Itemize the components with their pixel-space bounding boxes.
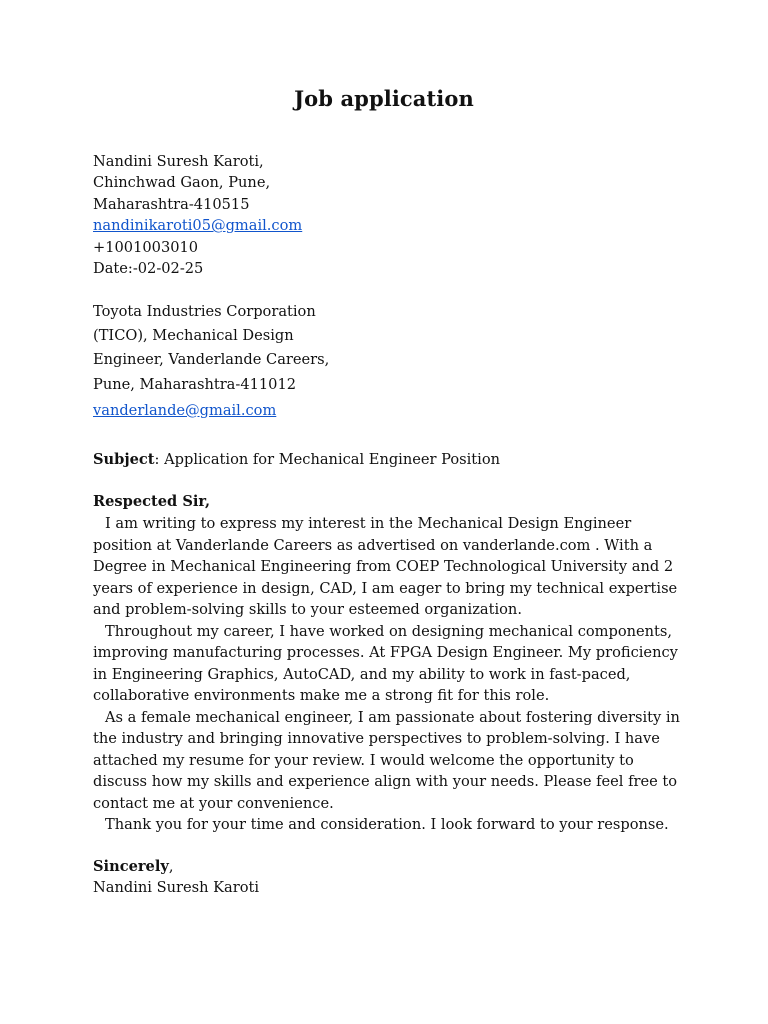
sender-address-block (93, 151, 693, 279)
recipient-address-block (93, 300, 693, 423)
letter-body (93, 513, 683, 836)
sender-email-link[interactable]: nandinikaroti05@gmail.com (93, 217, 303, 235)
recipient-line: (TICO), Mechanical Design (93, 327, 294, 345)
closing-punct: , (168, 858, 174, 875)
sender-name: Nandini Suresh Karoti, (93, 153, 264, 170)
page-title: Job application (294, 86, 474, 111)
body-paragraph: Throughout my career, I have worked on designing mechanical components, improving manufacturing processes. At FPGA Design Engineer. My proficiency in Engineering Graphics, AutoCAD, and my ability to work in fast-paced, collaborative environments make me a strong fit for this role. (93, 622, 678, 704)
subject-line (93, 449, 693, 470)
sender-address-line: Chinchwad Gaon, Pune, (93, 174, 271, 192)
closing-block (93, 856, 693, 899)
letter-date: Date:-02-02-25 (93, 260, 204, 278)
body-paragraph: As a female mechanical engineer, I am passionate about fostering diversity in the industry and bringing innovative perspectives to problem-solving. I have attached my resume for your review. I would welcome the opportunity to discuss how my skills and experience align with your needs. Please feel free to contact me at your convenience. (93, 708, 680, 812)
body-paragraph: I am writing to express my interest in the Mechanical Design Engineer position at Vanderlande Careers as advertised on vanderlande.com . With a Degree in Mechanical Engineering from COEP Technological University and 2 years of experience in design, CAD, I am eager to bring my technical expertise and problem-solving skills to your esteemed organization. (93, 515, 678, 618)
sender-phone: +1001003010 (93, 238, 199, 256)
sender-address-line: Maharashtra-410515 (93, 195, 250, 213)
body-paragraph: Thank you for your time and consideration. I look forward to your response. (105, 816, 669, 833)
recipient-email-link[interactable]: vanderlande@gmail.com (93, 401, 277, 419)
recipient-line: Pune, Maharashtra-411012 (93, 375, 297, 393)
salutation-text: Respected Sir, (93, 493, 211, 510)
salutation (93, 491, 693, 512)
recipient-line: Engineer, Vanderlande Careers, (93, 351, 330, 369)
subject-label: Subject (93, 451, 155, 468)
closing-label: Sincerely (93, 858, 169, 875)
signature-name: Nandini Suresh Karoti (93, 879, 260, 897)
recipient-line: Toyota Industries Corporation (93, 303, 316, 320)
subject-text: : Application for Mechanical Engineer Position (154, 451, 501, 468)
